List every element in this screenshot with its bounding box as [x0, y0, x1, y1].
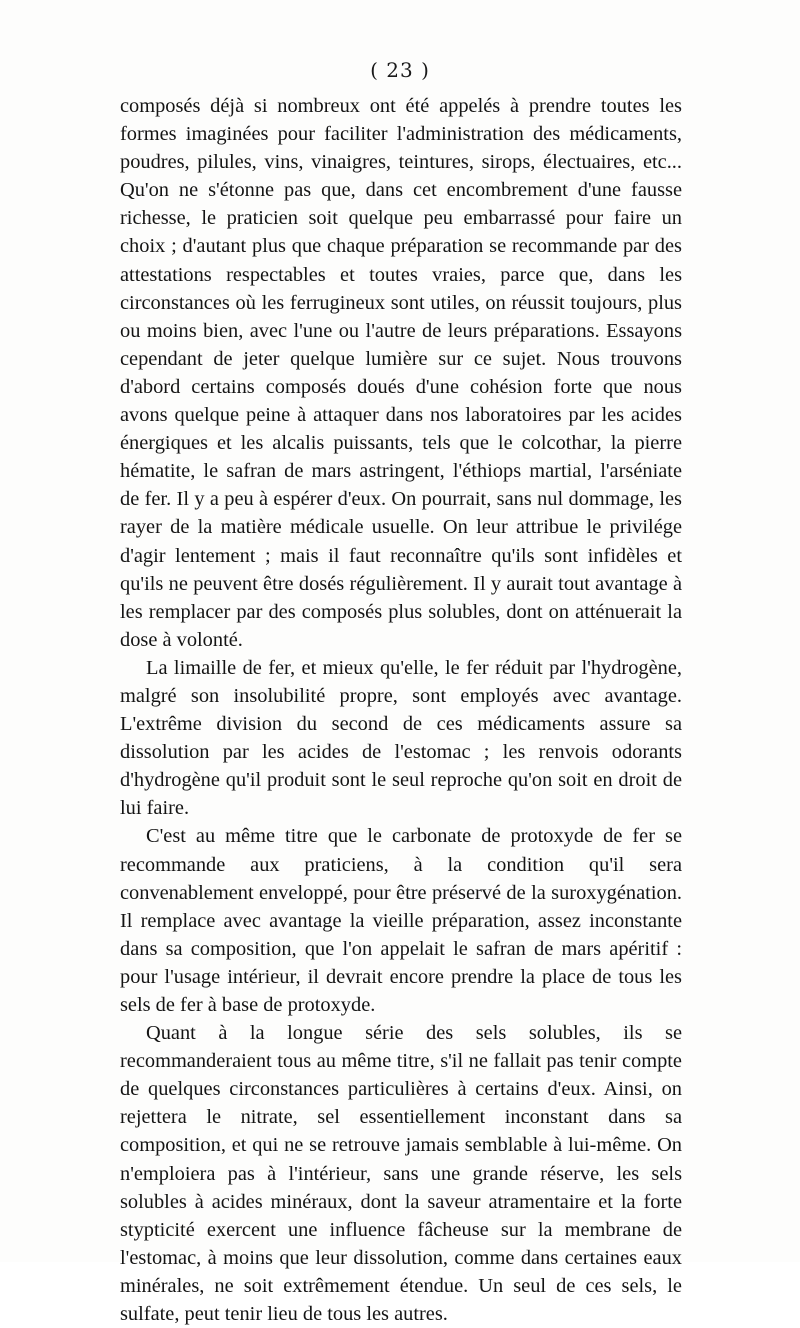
paragraph-2: La limaille de fer, et mieux qu'elle, le fer réduit par l'hydrogène, malgré son insolubilité propre, sont employés avec avantage. L'extrême division du second de ces médicaments assure sa dissolution par les acides de l'estomac ; les renvois odorants d'hydrogène qu'il produit sont le seul reproche qu'on soit en droit de lui faire.	[120, 656, 682, 820]
paragraph-3: C'est au même titre que le carbonate de protoxyde de fer se recommande aux praticiens, à la condition qu'il sera convenablement enveloppé, pour être préservé de la suroxygénation. Il remplace avec avantage la vieille préparation, assez inconstante dans sa composition, que l'on appelait le safran de mars apéritif : pour l'usage intérieur, il devrait encore prendre la place de tous les sels de fer à base de protoxyde.	[120, 825, 682, 1016]
body-text	[120, 92, 682, 1328]
paragraph-1: composés déjà si nombreux ont été appelés à prendre toutes les formes imaginées pour faciliter l'administration des médicaments, poudres, pilules, vins, vinaigres, teintures, sirops, électuaires, etc... Qu'on ne s'étonne pas que, dans cet encombrement d'une fausse richesse, le praticien soit quelque peu embarrassé pour faire un choix ; d'autant plus que chaque préparation se recommande par des attestations respectables et toutes vraies, parce que, dans les circonstances où les ferrugineux sont utiles, on réussit toujours, plus ou moins bien, avec l'une ou l'autre de leurs préparations. Essayons cependant de jeter quelque lumière sur ce sujet. Nous trouvons d'abord certains composés doués d'une cohésion forte que nous avons quelque peine à attaquer dans nos laboratoires par les acides énergiques et les alcalis puissants, tels que le colcothar, la pierre hématite, le safran de mars astringent, l'éthiops martial, l'arséniate de fer. Il y a peu à espérer d'eux. On pourrait, sans nul dommage, les rayer de la matière médicale usuelle. On leur attribue le privilége d'agir lentement ; mais il faut reconnaître qu'ils sont infidèles et qu'ils ne peuvent être dosés régulièrement. Il y aurait tout avantage à les remplacer par des composés plus solubles, dont on atténuerait la dose à volonté.	[120, 95, 682, 651]
paragraph-4: Quant à la longue série des sels solubles, ils se recommanderaient tous au même titre, s'il ne fallait pas tenir compte de quelques circonstances particulières à certains d'eux. Ainsi, on rejettera le nitrate, sel essentiellement inconstant dans sa composition, et qui ne se retrouve jamais semblable à lui-même. On n'emploiera pas à l'intérieur, sans une grande réserve, les sels solubles à acides minéraux, dont la saveur atramentaire et la forte stypticité exercent une influence fâcheuse sur la membrane de l'estomac, à moins que leur dissolution, comme dans certaines eaux minérales, ne soit extrêmement étendue. Un seul de ces sels, le sulfate, peut tenir lieu de tous les autres.	[120, 1022, 682, 1326]
page-number: ( 23 )	[370, 58, 430, 82]
